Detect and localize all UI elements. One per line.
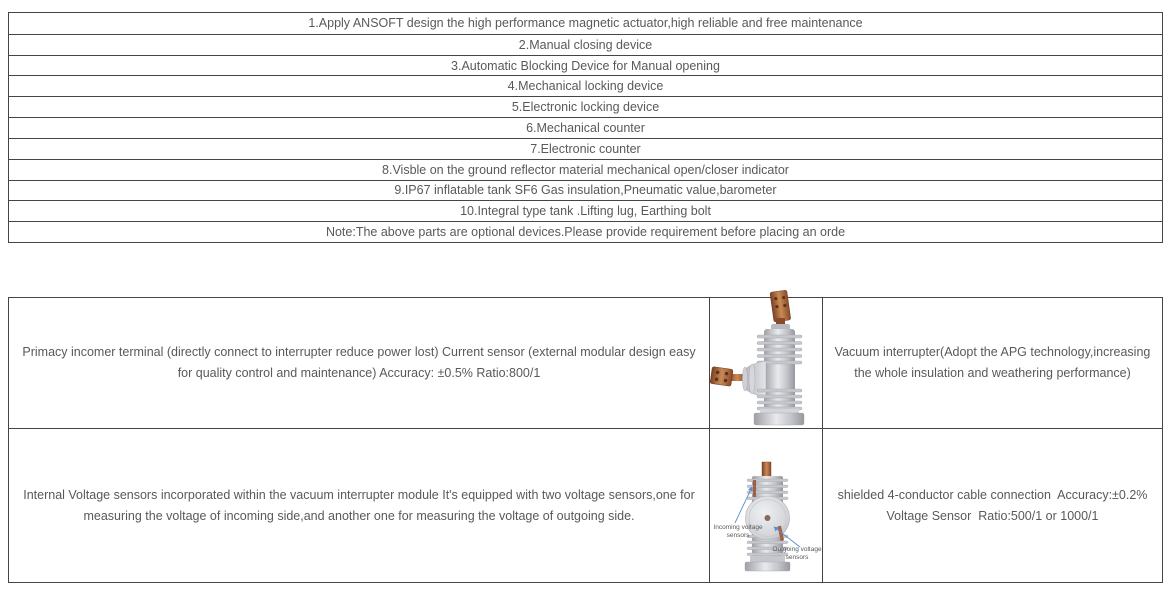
voltage-sensor-detail bbox=[822, 428, 1162, 582]
option-row-8: 8.Visble on the ground reflector material mechanical open/closer indicator bbox=[9, 159, 1162, 180]
option-row-2: 2.Manual closing device bbox=[9, 34, 1162, 55]
top-copper-stud bbox=[762, 462, 771, 477]
optional-devices-table bbox=[8, 12, 1163, 243]
incoming-voltage-sensors-label: Incoming voltage sensors bbox=[713, 524, 763, 540]
option-row-7: 7.Electronic counter bbox=[9, 138, 1162, 159]
vacuum-interrupter-photo bbox=[710, 289, 823, 430]
detail-line: Vacuum interrupter(Adopt the APG technology,increasing bbox=[834, 345, 1151, 360]
option-row-10: 10.Integral type tank .Lifting lug, Earthing bolt bbox=[9, 200, 1162, 221]
detail-line: Voltage Sensor Ratio:500/1 or 1000/1 bbox=[886, 508, 1099, 523]
incoming-sensor-strip bbox=[753, 480, 756, 497]
option-row-9: 9.IP67 inflatable tank SF6 Gas insulation,Pneumatic value,barometer bbox=[9, 180, 1162, 201]
voltage-sensor-description: Internal Voltage sensors incorporated within the vacuum interrupter module It's equipped with two voltage sensors,one for measuring the voltage of incoming side,and another one for measuring the voltage of outgoing side. bbox=[9, 428, 709, 582]
vacuum-interrupter-detail bbox=[822, 298, 1162, 428]
option-row-5: 5.Electronic locking device bbox=[9, 96, 1162, 117]
voltage-sensor-image-cell bbox=[709, 428, 822, 582]
top-copper-terminal bbox=[770, 290, 791, 322]
detail-line: shielded 4-conductor cable connection Accuracy:±0.2% bbox=[837, 487, 1148, 502]
current-sensor-description: Primacy incomer terminal (directly connect to interrupter reduce power lost) Current sensor (external modular design easy for quality control and maintenance) Accuracy: ±0.5% Ratio:800/1 bbox=[22, 345, 696, 380]
option-row-1: 1.Apply ANSOFT design the high performance magnetic actuator,high reliable and free maintenance bbox=[308, 16, 863, 31]
sensor-spec-table bbox=[8, 297, 1163, 583]
vacuum-interrupter-image-cell bbox=[709, 298, 822, 428]
voltage-sensor-module-photo bbox=[710, 429, 823, 583]
option-row-4: 4.Mechanical locking device bbox=[9, 75, 1162, 96]
option-row-6: 6.Mechanical counter bbox=[9, 117, 1162, 138]
option-row-3: 3.Automatic Blocking Device for Manual opening bbox=[9, 55, 1162, 76]
options-note-row: Note:The above parts are optional devices.Please provide requirement before placing an orde bbox=[9, 221, 1162, 242]
detail-line: the whole insulation and weathering performance) bbox=[854, 366, 1131, 380]
outgoing-voltage-sensors-label: Outgoing voltage sensors bbox=[772, 546, 822, 562]
